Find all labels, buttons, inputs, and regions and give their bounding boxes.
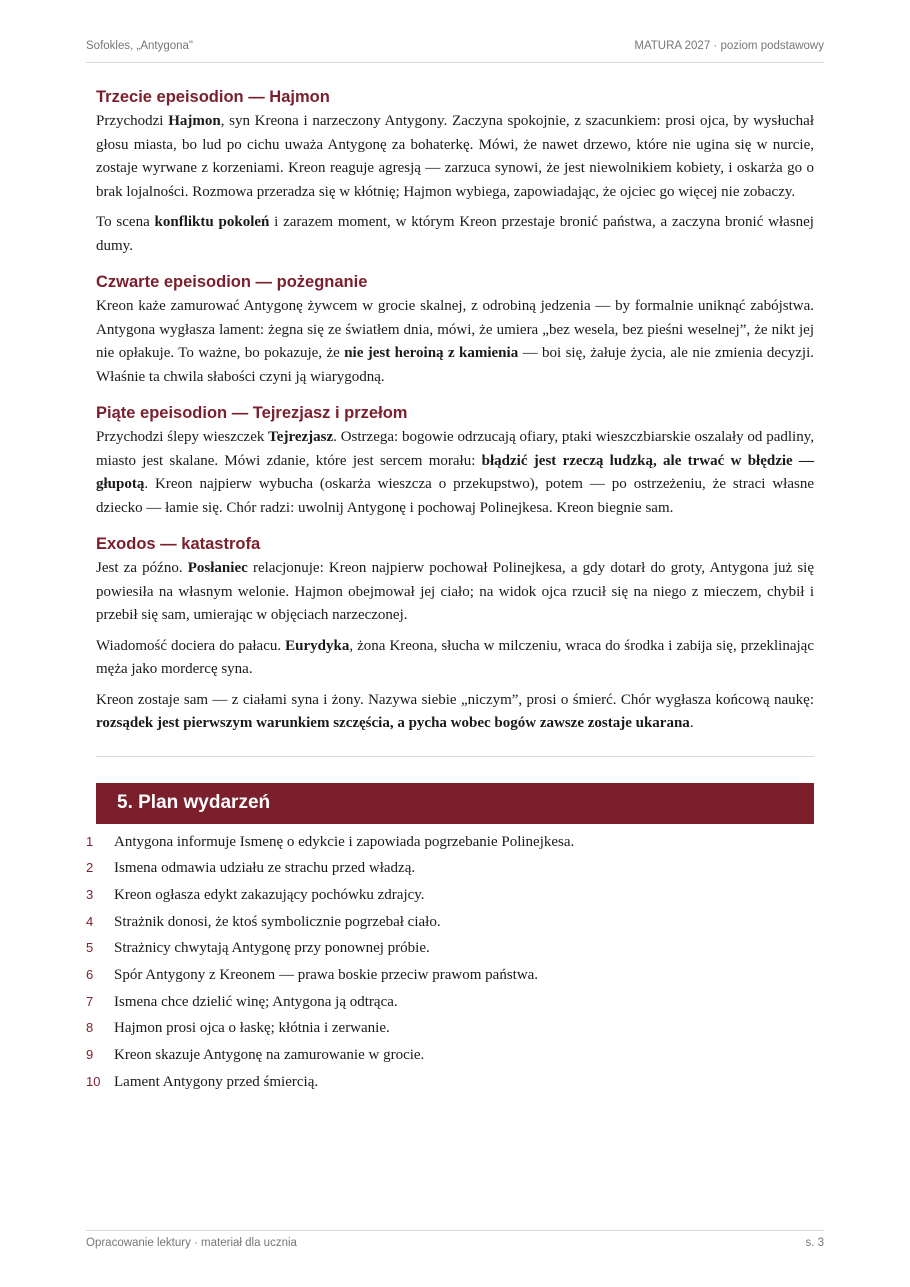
plan-item xyxy=(86,940,814,967)
emphasis-text: Eurydyka xyxy=(285,637,350,654)
section-paragraph xyxy=(96,426,814,520)
plan-item xyxy=(86,914,814,941)
emphasis-text: Posłaniec xyxy=(187,560,248,576)
section-divider xyxy=(96,756,814,757)
paragraph-text: relacjonuje: Kreon najpierw pochował Polinejkesa, a gdy dotarł do groty, Antygona już się powiesiła na własnym welonie. Hajmon obejmował jej ciało; na widok ojca rzucił się na niego z mieczem, chybił i przebił się sam, umierając w objęciach narzeczonej. xyxy=(96,560,814,623)
header-exam-level: MATURA 2027 · poziom podstawowy xyxy=(634,40,824,52)
plan-item-number: 7 xyxy=(86,993,94,1009)
plan-item xyxy=(86,887,814,914)
running-header xyxy=(86,38,824,63)
plan-item xyxy=(86,1020,814,1047)
paragraph-text: , syn Kreona i narzeczony Antygony. Zaczyna spokojnie, z szacunkiem: prosi ojca, by wysłuchał głosu miasta, bo lud po cichu uważa Antygonę za bohaterkę. Mówi, że nawet drzewo, które nie ugina się w nurcie, zostaje wyrwane z korzeniami. Kreon reaguje agresją — zarzuca synowi, że jest niewolnikiem kobiety, i oskarża go o brak lojalności. Rozmowa przeradza się w kłótnię; Hajmon wybiega, zapowiadając, że ojciec go więcej nie zobaczy. xyxy=(96,113,814,200)
plan-item xyxy=(86,860,814,887)
plan-item-number: 8 xyxy=(86,1020,94,1036)
paragraph-text: Jest za późno. xyxy=(96,560,188,576)
plan-item-text: Hajmon prosi ojca o łaskę; kłótnia i zerwanie. xyxy=(114,1020,390,1037)
plan-item-text: Antygona informuje Ismenę o edykcie i zapowiada pogrzebanie Polinejkesa. xyxy=(114,833,575,850)
section-paragraph xyxy=(96,211,814,258)
main-content xyxy=(86,86,814,1100)
plan-item xyxy=(86,967,814,994)
running-footer xyxy=(86,1230,824,1257)
plan-item-number: 1 xyxy=(86,833,94,849)
plan-title: 5. Plan wydarzeń xyxy=(117,792,271,813)
paragraph-text: Wiadomość dociera do pałacu. xyxy=(96,637,286,654)
section-paragraph xyxy=(96,557,814,628)
plan-item-number: 2 xyxy=(86,860,94,876)
section-episode-3 xyxy=(96,86,814,258)
plan-item-text: Ismena chce dzielić winę; Antygona ją odtrąca. xyxy=(114,993,398,1010)
plan-item-text: Strażnik donosi, że ktoś symbolicznie pogrzebał ciało. xyxy=(114,913,441,930)
section-episode-4 xyxy=(96,271,814,389)
emphasis-text: nie jest heroiną z kamienia xyxy=(344,345,519,361)
plan-item xyxy=(86,1047,814,1074)
section-paragraph xyxy=(96,295,814,389)
plan-list xyxy=(86,834,814,1101)
plan-item-number: 10 xyxy=(86,1073,101,1089)
plan-item-number: 4 xyxy=(86,913,94,929)
plan-item xyxy=(86,1074,814,1101)
paragraph-text: i zarazem moment, w którym Kreon przestaje bronić państwa, a zaczyna bronić własnej dumy. xyxy=(96,214,814,254)
footer-material-label: Opracowanie lektury · materiał dla ucznia xyxy=(86,1237,297,1249)
section-heading: Exodos — katastrofa xyxy=(96,535,261,553)
section-paragraph xyxy=(96,110,814,204)
emphasis-text: Tejrezjasz xyxy=(268,429,334,445)
emphasis-text: rozsądek jest pierwszym warunkiem szczęścia, a pycha wobec bogów zawsze zostaje ukarana xyxy=(96,715,690,731)
page-number: s. 3 xyxy=(805,1237,824,1249)
plan-item-text: Kreon skazuje Antygonę na zamurowanie w grocie. xyxy=(114,1047,425,1063)
emphasis-text: błądzić jest rzeczą ludzką, ale trwać w błędzie — głupotą xyxy=(96,452,814,492)
paragraph-text: Przychodzi xyxy=(96,113,169,129)
plan-item xyxy=(86,834,814,861)
section-paragraph xyxy=(96,689,814,736)
plan-item-text: Kreon ogłasza edykt zakazujący pochówku zdrajcy. xyxy=(114,886,425,903)
plan-item-text: Lament Antygony przed śmiercią. xyxy=(114,1073,319,1090)
paragraph-text: , żona Kreona, słucha w milczeniu, wraca do środka i zabija się, przeklinając męża jako mordercę syna. xyxy=(96,637,814,677)
header-work-title: Sofokles, „Antygona" xyxy=(86,40,194,52)
plan-item-number: 6 xyxy=(86,966,94,982)
plan-banner xyxy=(96,783,814,824)
plan-item-number: 5 xyxy=(86,940,94,956)
plan-item-text: Strażnicy chwytają Antygonę przy ponownej próbie. xyxy=(114,940,430,957)
paragraph-text: Kreon każe zamurować Antygonę żywcem w grocie skalnej, z odrobiną jedzenia — by formalnie uniknąć zabójstwa. Antygona wygłasza lament: żegna się ze światłem dnia, mówi, że umiera „bez wesela, bez pieśni weselnej”, że nikt jej nie opłakuje. To ważne, bo pokazuje, że xyxy=(96,298,814,361)
paragraph-text: . Ostrzega: bogowie odrzucają ofiary, ptaki wieszczbiarskie oszalały od padliny, miasto jest skalane. Mówi zdanie, które jest sercem morału: xyxy=(96,429,814,469)
emphasis-text: Hajmon xyxy=(168,113,221,129)
paragraph-text: . xyxy=(689,715,694,731)
paragraph-text: Kreon zostaje sam — z ciałami syna i żony. Nazywa siebie „niczym”, prosi o śmierć. Chór wygłasza końcową naukę: xyxy=(96,691,814,708)
plan-item-number: 9 xyxy=(86,1047,94,1062)
section-episode-5 xyxy=(96,402,814,520)
section-paragraph xyxy=(96,635,814,682)
plan-item-number: 3 xyxy=(86,886,94,902)
emphasis-text: konfliktu pokoleń xyxy=(154,214,270,230)
section-heading: Czwarte epeisodion — pożegnanie xyxy=(96,273,368,291)
section-heading: Piąte epeisodion — Tejrezjasz i przełom xyxy=(96,404,408,422)
paragraph-text: To scena xyxy=(96,214,155,230)
section-heading: Trzecie epeisodion — Hajmon xyxy=(96,88,330,106)
plan-item-text: Ismena odmawia udziału ze strachu przed władzą. xyxy=(114,860,416,877)
plan-item xyxy=(86,994,814,1021)
paragraph-text: — boi się, żałuje życia, ale nie zmienia decyzji. Właśnie ta chwila słabości czyni ją wiarygodną. xyxy=(96,345,814,385)
paragraph-text: Przychodzi ślepy wieszczek xyxy=(96,429,269,445)
paragraph-text: . Kreon najpierw wybucha (oskarża wieszcza o przekupstwo), potem — po ostrzeżeniu, że straci własne dziecko — łamie się. Chór radzi: uwolnij Antygonę i pochowaj Polinejkesa. Kreon biegnie sam. xyxy=(96,476,814,516)
plan-item-text: Spór Antygony z Kreonem — prawa boskie przeciw prawom państwa. xyxy=(114,966,539,983)
section-exodos xyxy=(96,533,814,736)
